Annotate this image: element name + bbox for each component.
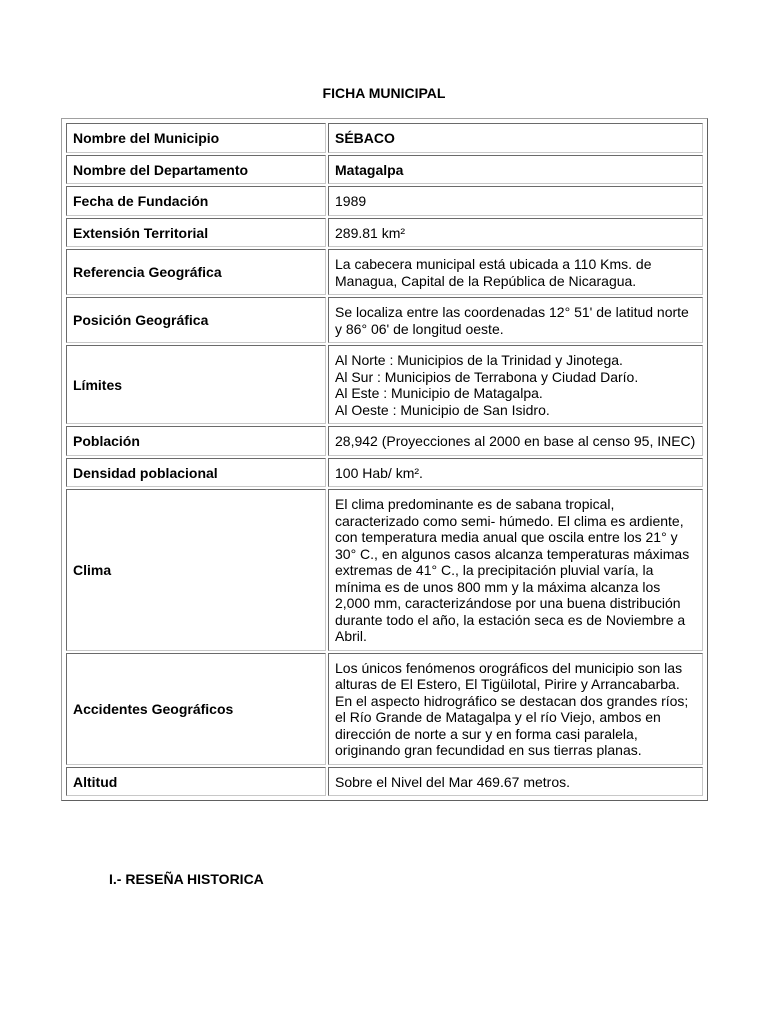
table-row [66, 186, 703, 216]
table-row [66, 767, 703, 797]
row-label: Clima [66, 489, 326, 651]
row-label: Fecha de Fundación [66, 186, 326, 216]
row-label: Referencia Geográfica [66, 249, 326, 295]
table-row [66, 653, 703, 765]
row-value [328, 458, 703, 488]
row-value-line: La cabecera municipal está ubicada a 110 Kms. de Managua, Capital de la República de Nicaragua. [335, 256, 652, 289]
row-value-line: SÉBACO [335, 130, 395, 146]
row-value-line: Sobre el Nivel del Mar 469.67 metros. [335, 773, 570, 790]
table-row [66, 249, 703, 295]
row-value-line: El clima predominante es de sabana tropical, caracterizado como semi- húmedo. El clima es ardiente, con temperatura media anual que oscila entre los 21° y 30° C., en algunos casos alcanza temperaturas máximas extremas de 41° C., la precipitación pluvial varía, la mínima es de unos 800 mm y la máxima alcanza los 2,000 mm, caracterizándose por una buena distribución durante todo el año, la estación seca es de Noviembre a Abril. [335, 496, 690, 644]
page-title: FICHA MUNICIPAL [322, 85, 446, 101]
row-label: Límites [66, 345, 326, 424]
table-row [66, 297, 703, 343]
table-row [66, 345, 703, 424]
row-value [328, 297, 703, 343]
row-value-line: Al Este : Municipio de Matagalpa. [335, 385, 543, 401]
row-value-line: Al Oeste : Municipio de San Isidro. [335, 401, 550, 418]
row-label: Densidad poblacional [66, 458, 326, 488]
row-value [328, 767, 703, 797]
row-value-line: 28,942 (Proyecciones al 2000 en base al censo 95, INEC) [335, 433, 696, 449]
row-label: Población [66, 426, 326, 456]
row-value [328, 249, 703, 295]
ficha-municipal-table [61, 118, 708, 801]
table-row [66, 458, 703, 488]
row-label: Posición Geográfica [66, 297, 326, 343]
row-value [328, 426, 703, 456]
row-value [328, 155, 703, 185]
table-row [66, 426, 703, 456]
section-heading: I.- RESEÑA HISTORICA [109, 871, 264, 887]
row-label: Nombre del Municipio [66, 123, 326, 153]
row-value [328, 489, 703, 651]
row-label: Extensión Territorial [66, 218, 326, 248]
row-value-line: Los únicos fenómenos orográficos del municipio son las alturas de El Estero, El Tigüilotal, Pirire y Arrancabarba. En el aspecto hidrográfico se destacan dos grandes ríos; el Río Grande de Matagalpa y el río Viejo, ambos en dirección de norte a sur y en forma casi paralela, originando gran fecundidad en sus tierras planas. [335, 659, 689, 758]
row-value [328, 218, 703, 248]
row-value-line: 289.81 km² [335, 224, 406, 241]
row-value-line: Al Norte : Municipios de la Trinidad y Jinotega. [335, 352, 623, 368]
row-value-line: 100 Hab/ km². [335, 464, 423, 481]
row-value-line: Matagalpa [335, 161, 404, 178]
row-value [328, 123, 703, 153]
row-value-line: Se localiza entre las coordenadas 12° 51' de latitud norte y 86° 06' de longitud oeste. [335, 304, 689, 337]
table-row [66, 123, 703, 153]
row-value [328, 186, 703, 216]
row-value [328, 653, 703, 765]
row-value [328, 345, 703, 424]
table-row [66, 218, 703, 248]
row-label: Nombre del Departamento [66, 155, 326, 185]
row-label: Altitud [66, 767, 326, 797]
ficha-table-grid [64, 121, 705, 798]
ficha-table-body [66, 123, 703, 796]
row-value-line: 1989 [335, 193, 367, 209]
row-label: Accidentes Geográficos [66, 653, 326, 765]
table-row [66, 155, 703, 185]
table-row [66, 489, 703, 651]
row-value-line: Al Sur : Municipios de Terrabona y Ciudad Darío. [335, 368, 639, 385]
